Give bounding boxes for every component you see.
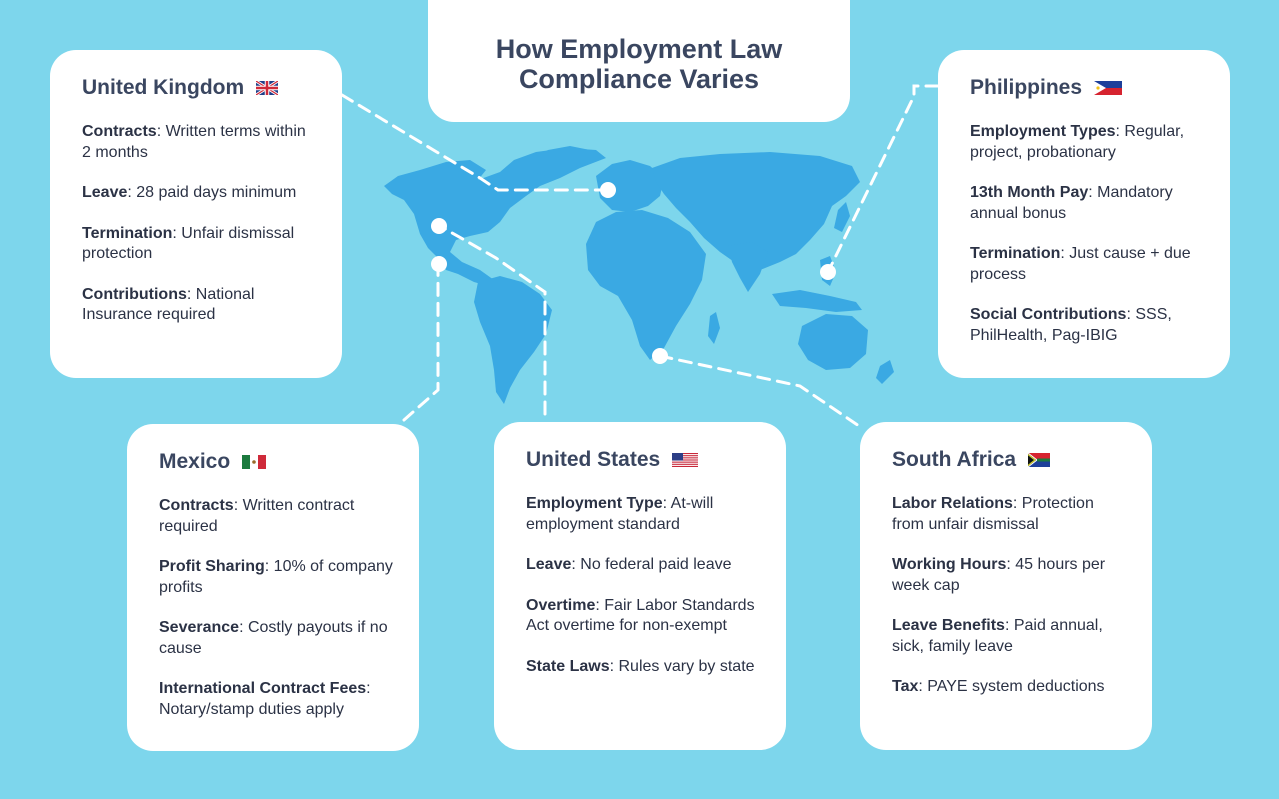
south-africa-location-dot bbox=[652, 348, 668, 364]
south-africa-flag-icon bbox=[1028, 453, 1050, 467]
philippines-flag-icon bbox=[1094, 81, 1116, 95]
south-africa-item-labor-relations: Labor Relations: Protection from unfair dismissal bbox=[892, 495, 1094, 533]
mexico-item-severance: Severance: Costly payouts if no cause bbox=[159, 619, 388, 657]
uk-card bbox=[50, 50, 342, 378]
title-card bbox=[428, 0, 850, 122]
uk-card-heading bbox=[82, 76, 318, 100]
south-africa-item-tax: Tax: PAYE system deductions bbox=[892, 678, 1105, 695]
greenland-shape bbox=[528, 146, 590, 176]
japan-shape bbox=[834, 202, 850, 232]
page-title: How Employment Law Compliance Varies bbox=[495, 34, 783, 94]
mexico-flag-icon bbox=[242, 455, 264, 469]
mexico-connector-line bbox=[404, 264, 438, 420]
south-africa-card bbox=[860, 422, 1152, 750]
philippines-item-termination: Termination: Just cause + due process bbox=[970, 245, 1191, 283]
uk-card-title: United Kingdom bbox=[82, 76, 245, 99]
us-item-overtime: Overtime: Fair Labor Standards Act overtime for non-exempt bbox=[526, 596, 755, 634]
philippines-item-13th-month-pay: 13th Month Pay: Mandatory annual bonus bbox=[970, 184, 1173, 222]
mexico-location-dot bbox=[431, 256, 447, 272]
mexico-item-contracts: Contracts: Written contract required bbox=[159, 497, 355, 535]
philippines-location-dot bbox=[820, 264, 836, 280]
north-america-shape bbox=[384, 148, 606, 286]
continents bbox=[384, 146, 894, 404]
uk-flag-icon bbox=[256, 81, 278, 95]
south-africa-card-heading bbox=[892, 448, 1128, 472]
uk-location-dot bbox=[600, 182, 616, 198]
mexico-card bbox=[127, 424, 419, 751]
us-card-heading bbox=[526, 448, 762, 472]
us-location-dot bbox=[431, 218, 447, 234]
philippines-card-title: Philippines bbox=[970, 76, 1083, 99]
uk-item-termination: Termination: Unfair dismissal protection bbox=[82, 224, 295, 262]
mexico-item-profit-sharing: Profit Sharing: 10% of company profits bbox=[159, 558, 393, 596]
madagascar-shape bbox=[708, 312, 720, 344]
us-item-state-laws: State Laws: Rules vary by state bbox=[526, 657, 755, 675]
new-zealand-shape bbox=[876, 360, 894, 384]
indonesia-shape bbox=[772, 290, 862, 312]
philippines-item-social-contributions: Social Contributions: SSS, PhilHealth, Pag-IBIG bbox=[970, 306, 1172, 344]
us-item-employment-type: Employment Type: At-will employment standard bbox=[526, 495, 714, 533]
uk-item-contributions: Contributions: National Insurance required bbox=[82, 285, 255, 323]
south-africa-item-working-hours: Working Hours: 45 hours per week cap bbox=[892, 556, 1106, 594]
us-flag-icon bbox=[672, 453, 694, 467]
philippines-card-heading bbox=[970, 76, 1206, 100]
philippines-item-employment-types: Employment Types: Regular, project, probationary bbox=[970, 123, 1185, 161]
uk-item-contracts: Contracts: Written terms within 2 months bbox=[82, 123, 306, 161]
south-africa-item-leave-benefits: Leave Benefits: Paid annual, sick, family leave bbox=[892, 617, 1103, 655]
mexico-card-heading bbox=[159, 450, 395, 474]
india-shape bbox=[728, 242, 768, 292]
us-card-title: United States bbox=[526, 448, 661, 471]
south-america-shape bbox=[474, 276, 552, 404]
australia-shape bbox=[798, 314, 868, 370]
mexico-item-international-contract-fees: International Contract Fees: Notary/stamp duties apply bbox=[159, 680, 371, 718]
us-item-leave: Leave: No federal paid leave bbox=[526, 556, 732, 573]
philippines-card bbox=[938, 50, 1230, 378]
south-africa-card-title: South Africa bbox=[892, 448, 1017, 471]
africa-shape bbox=[586, 210, 706, 360]
uk-item-leave: Leave: 28 paid days minimum bbox=[82, 184, 297, 201]
mexico-card-title: Mexico bbox=[159, 450, 231, 473]
us-card bbox=[494, 422, 786, 750]
